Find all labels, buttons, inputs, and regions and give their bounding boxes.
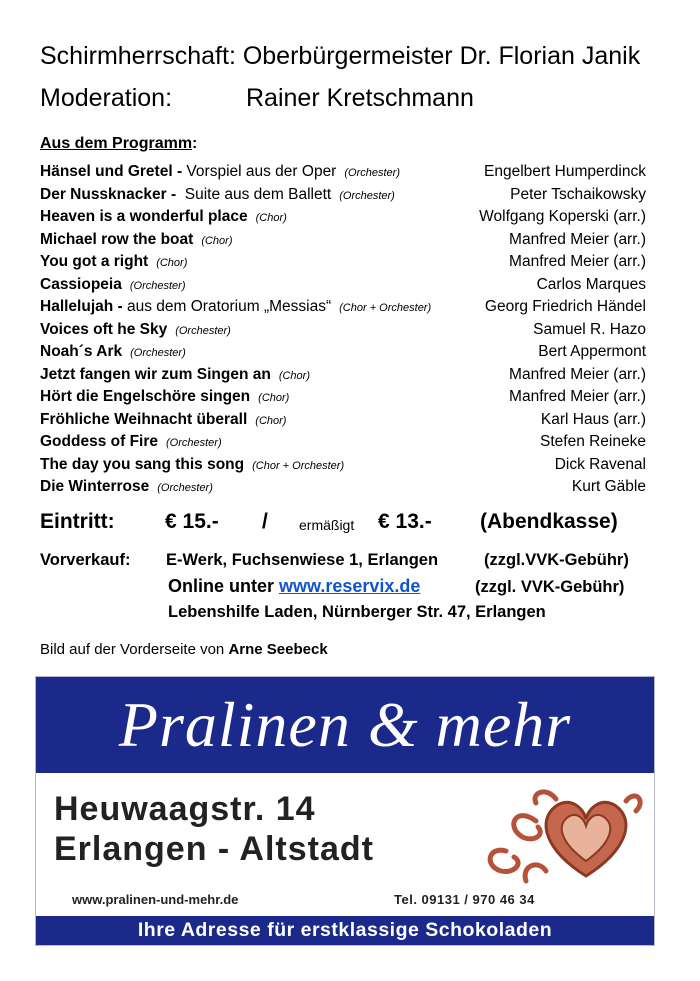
ensemble-tag: (Chor) <box>201 234 233 247</box>
ensemble-tag: (Orchester) <box>339 189 395 202</box>
reduced-label: ermäßigt <box>299 517 355 533</box>
piece-title: Michael row the boat <box>40 230 194 248</box>
piece-title: Fröhliche Weihnacht überall <box>40 410 248 428</box>
ensemble-tag: (Chor) <box>258 392 290 404</box>
reservix-link[interactable]: www.reservix.de <box>279 576 421 596</box>
piece-title: Voices oft he Sky <box>40 320 168 338</box>
ensemble-tag: (Chor) <box>156 257 188 269</box>
program-item <box>40 274 646 297</box>
program-item <box>40 476 646 499</box>
piece-title: Der Nussknacker - <box>40 185 177 203</box>
composer: Dick Ravenal <box>554 455 646 473</box>
admission-label: Eintritt: <box>40 510 115 533</box>
program-item <box>40 431 646 454</box>
ensemble-tag: (Orchester) <box>129 279 186 292</box>
ad-title-band <box>36 677 654 773</box>
composer: Engelbert Humperdinck <box>484 163 646 180</box>
ensemble-tag: (Chor) <box>255 212 287 224</box>
program-item <box>40 184 646 207</box>
advertisement <box>35 676 655 946</box>
moderation-line <box>40 83 474 113</box>
piece-title: Cassiopeia <box>40 275 122 293</box>
presale-online-prefix: Online unter <box>168 576 280 596</box>
ensemble-tag: (Orchester) <box>175 324 231 337</box>
program-item <box>40 161 646 184</box>
ad-street: Heuwaagstr. 14 <box>54 790 316 828</box>
piece-title: Die Winterrose <box>40 478 150 495</box>
composer: Manfred Meier (arr.) <box>509 253 646 270</box>
program-item <box>40 319 646 342</box>
piece-title: Goddess of Fire <box>40 433 158 450</box>
piece-title: The day you sang this song <box>40 455 245 473</box>
composer: Peter Tschaikowsky <box>510 185 646 203</box>
composer: Georg Friedrich Händel <box>484 298 646 315</box>
piece-title: Noah´s Ark <box>40 343 123 360</box>
box-office-note: (Abendkasse) <box>480 510 618 533</box>
composer: Samuel R. Hazo <box>533 320 646 338</box>
price-separator: / <box>262 510 268 533</box>
patronage-line: Schirmherrschaft: Oberbürgermeister Dr. Florian Janik <box>40 42 641 70</box>
presale-online-fee: (zzgl. VVK-Gebühr) <box>475 578 625 596</box>
piece-title: Heaven is a wonderful place <box>40 208 248 225</box>
ensemble-tag: (Chor + Orchester) <box>252 459 345 472</box>
ensemble-tag: (Orchester) <box>130 347 186 359</box>
hearts-ornament-icon <box>476 781 646 896</box>
program-item <box>40 341 646 364</box>
program-heading-text: Aus dem Programm <box>40 135 193 152</box>
ad-city: Erlangen - Altstadt <box>54 830 374 868</box>
program-item <box>40 364 646 387</box>
moderation-name: Rainer Kretschmann <box>246 84 474 112</box>
program-item <box>40 386 646 409</box>
composer: Manfred Meier (arr.) <box>509 365 646 383</box>
ensemble-tag: (Chor + Orchester) <box>339 302 432 314</box>
program-item <box>40 296 646 319</box>
ensemble-tag: (Chor) <box>255 414 287 427</box>
moderation-label: Moderation: <box>40 84 173 112</box>
piece-subtitle: Vorspiel aus der Oper <box>182 163 337 180</box>
piece-subtitle: aus dem Oratorium „Messias“ <box>122 298 332 315</box>
composer: Stefen Reineke <box>540 433 646 450</box>
presale-online <box>168 576 420 597</box>
full-price: € 15.- <box>165 510 219 533</box>
composer: Karl Haus (arr.) <box>540 410 646 428</box>
ensemble-tag: (Orchester) <box>344 167 400 179</box>
program-item <box>40 206 646 229</box>
composer: Wolfgang Koperski (arr.) <box>479 208 646 225</box>
composer: Manfred Meier (arr.) <box>509 388 646 405</box>
presale-ewerk: E-Werk, Fuchsenwiese 1, Erlangen <box>166 551 439 569</box>
ensemble-tag: (Orchester) <box>157 482 213 494</box>
program-item <box>40 454 646 477</box>
composer: Carlos Marques <box>536 275 646 293</box>
ad-phone: Tel. 09131 / 970 46 34 <box>394 892 535 907</box>
piece-subtitle: Suite aus dem Ballett <box>176 185 332 203</box>
presale-ewerk-fee: (zzgl.VVK-Gebühr) <box>484 551 629 569</box>
program-list <box>40 161 646 499</box>
presale-label: Vorverkauf: <box>40 551 131 569</box>
ad-title: Pralinen & mehr <box>118 689 572 760</box>
piece-title: Hänsel und Gretel - <box>40 163 183 180</box>
piece-title: Hallelujah - <box>40 298 123 315</box>
ensemble-tag: (Orchester) <box>166 437 222 449</box>
admission-line <box>40 510 640 542</box>
credit-author: Arne Seebeck <box>228 641 328 658</box>
image-credit <box>40 641 328 658</box>
piece-title: Hört die Engelschöre singen <box>40 388 251 405</box>
composer: Manfred Meier (arr.) <box>509 230 646 248</box>
ensemble-tag: (Chor) <box>278 369 310 382</box>
ad-slogan: Ihre Adresse für erstklassige Schokoladen <box>36 916 654 945</box>
program-heading-colon: : <box>192 135 198 152</box>
presale-lebenshilfe: Lebenshilfe Laden, Nürnberger Str. 47, Erlangen <box>168 603 546 621</box>
reduced-price: € 13.- <box>378 510 432 533</box>
composer: Kurt Gäble <box>571 478 646 495</box>
program-heading <box>40 135 197 153</box>
composer: Bert Appermont <box>538 343 646 360</box>
piece-title: You got a right <box>40 253 149 270</box>
credit-text: Bild auf der Vorderseite von <box>40 641 229 658</box>
program-item <box>40 229 646 252</box>
ad-website[interactable]: www.pralinen-und-mehr.de <box>72 892 239 907</box>
program-item <box>40 409 646 432</box>
piece-title: Jetzt fangen wir zum Singen an <box>40 365 271 383</box>
program-item <box>40 251 646 274</box>
